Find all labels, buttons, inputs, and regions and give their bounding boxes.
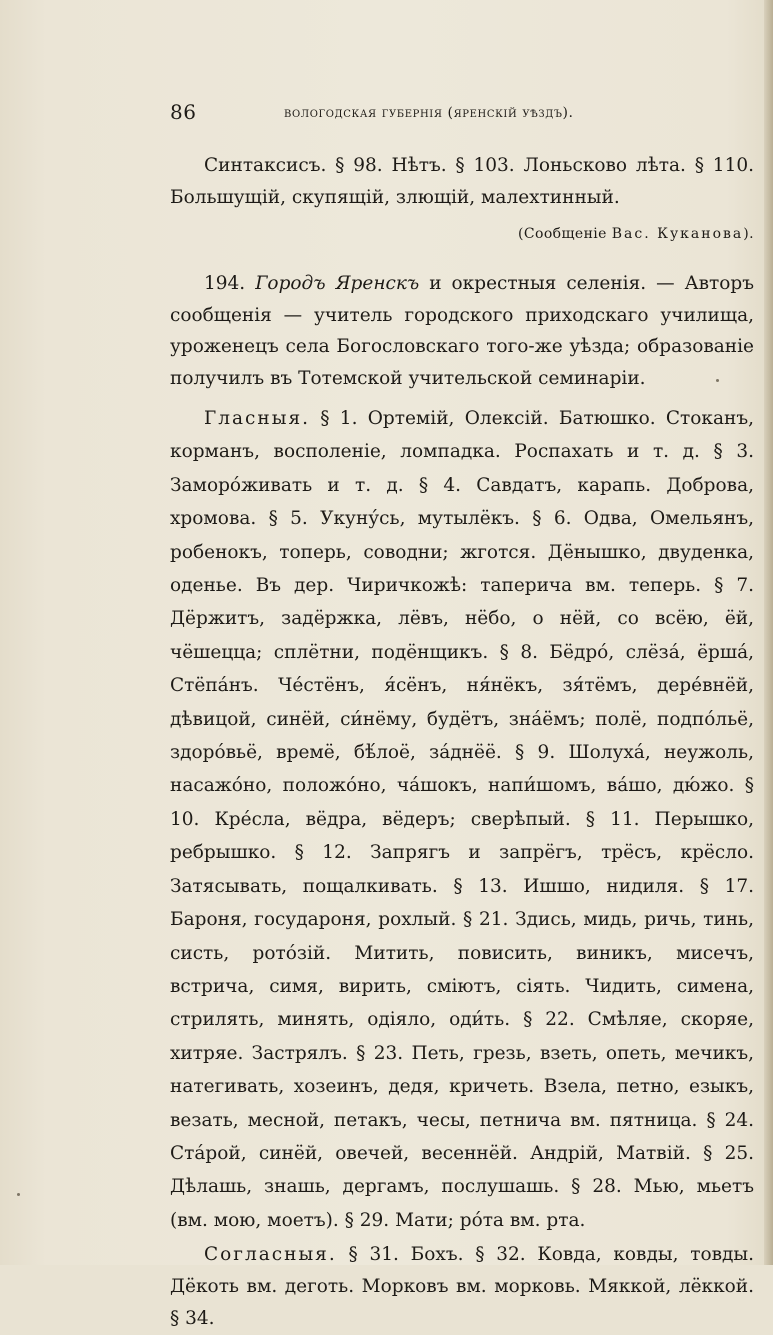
paragraph-gap	[170, 394, 754, 402]
consonants-text: § 31. Бохъ. § 32. Ковда, ковды, товды. Дёкоть вм. деготь. Морковъ вм. морковь. Мяккой, лёккой. § 34.	[170, 1244, 755, 1330]
page-edge	[764, 0, 773, 1265]
consonants-label: Согласныя.	[204, 1244, 337, 1266]
running-title: вологодская губернія (яренскій уѣздъ).	[284, 105, 574, 121]
article-number: 194.	[204, 273, 246, 294]
page-body	[170, 150, 754, 1335]
page-header	[170, 100, 754, 134]
page-number: 86	[170, 100, 197, 124]
article-paragraph	[170, 268, 754, 394]
syntax-paragraph: Синтаксисъ. § 98. Нѣтъ. § 103. Лоньсково лѣта. § 110. Большущій, скупящій, злющій, малехтинный.	[170, 155, 754, 208]
consonants-paragraph	[170, 1239, 754, 1335]
section-gap	[170, 248, 754, 268]
signature-open: (Сообщеніе	[518, 226, 612, 242]
paper-speck	[716, 379, 719, 382]
source-signature	[170, 220, 754, 248]
vowels-text: § 1. Ортемій, Олексій. Батюшко. Стоканъ, корманъ, восполеніе, ломпадка. Роспахать и т. д. § 3. Заморо́живать и т. д. § 4. Савдатъ, карапь. Доброва, хромова. § 5. Укуну́сь, мутылёкъ. § 6. Одва, Омельянъ, робенокъ, топерь, соводни; жготся. Дёнышко, двуденка, оденье. Въ дер. Чиричкожѣ: таперича вм. теперь. § 7. Дёржитъ, задёржка, лёвъ, нёбо, о нёй, со всёю, ёй, чёшецца; сплётни, подёнщикъ. § 8. Бёдро́, слёза́, ёрша́, Стёпа́нъ. Че́стёнъ, я́сёнъ, ня́нёкъ, зя́тёмъ, дере́внёй, дѣвицой, синёй, си́нёму, будётъ, зна́ёмъ; полё, подпо́льё, здоро́вьё, времё, бѣ́лоё, за́днёё. § 9. Шолуха́, неужоль, насажо́но, положо́но, ча́шокъ, напи́шомъ, ва́шо, дю́жо. § 10. Кре́сла, вёдра, вёдеръ; сверѣпый. § 11. Перышко, ребрышко. § 12. Запрягъ и запрёгъ, трёсъ, крёсло. Затясывать, пощалкивать. § 13. Ишшо, нидиля. § 17. Бароня, государоня, рохлый. § 21. Здись, мидь, ричь, тинь, систь, рото́зій. Митить, повисить, виникъ, мисечъ, встрича, симя, вирить, сміютъ, сіять. Чидить, симена, стрилять, минять, одіяло, оди́ть. § 22. Смѣляе, скоряе, хитряе. Застрялъ. § 23. Петь, грезь, взеть, опеть, мечикъ, натегивать, хозеинъ, дедя, кричеть. Взела, петно, езыкъ, везать, месной, петакъ, чесы, петнича вм. пятница. § 24. Ста́рой, синёй, овечей, весеннёй. Андрій, Матвій. § 25. Дѣлашь, знашь, дергамъ, послушашь. § 28. Мью, мьетъ (вм. мою, моетъ). § 29. Мати; ро́та вм. рта.	[170, 408, 754, 1231]
vowels-label: Гласныя.	[204, 408, 310, 429]
signature-close: ).	[743, 226, 754, 242]
article-title: Городъ Яренскъ	[255, 273, 420, 294]
paper-speck	[17, 1193, 20, 1196]
vowels-paragraph	[170, 402, 754, 1237]
article-text: и окрестныя селенія. — Авторъ сообщенія — учитель городского приходскаго училища, уроженецъ села Богословскаго того-же уѣзда; образованіе получилъ въ Тотемской учительской семинаріи.	[170, 273, 754, 389]
signature-author: Вас. Куканова	[611, 226, 744, 242]
